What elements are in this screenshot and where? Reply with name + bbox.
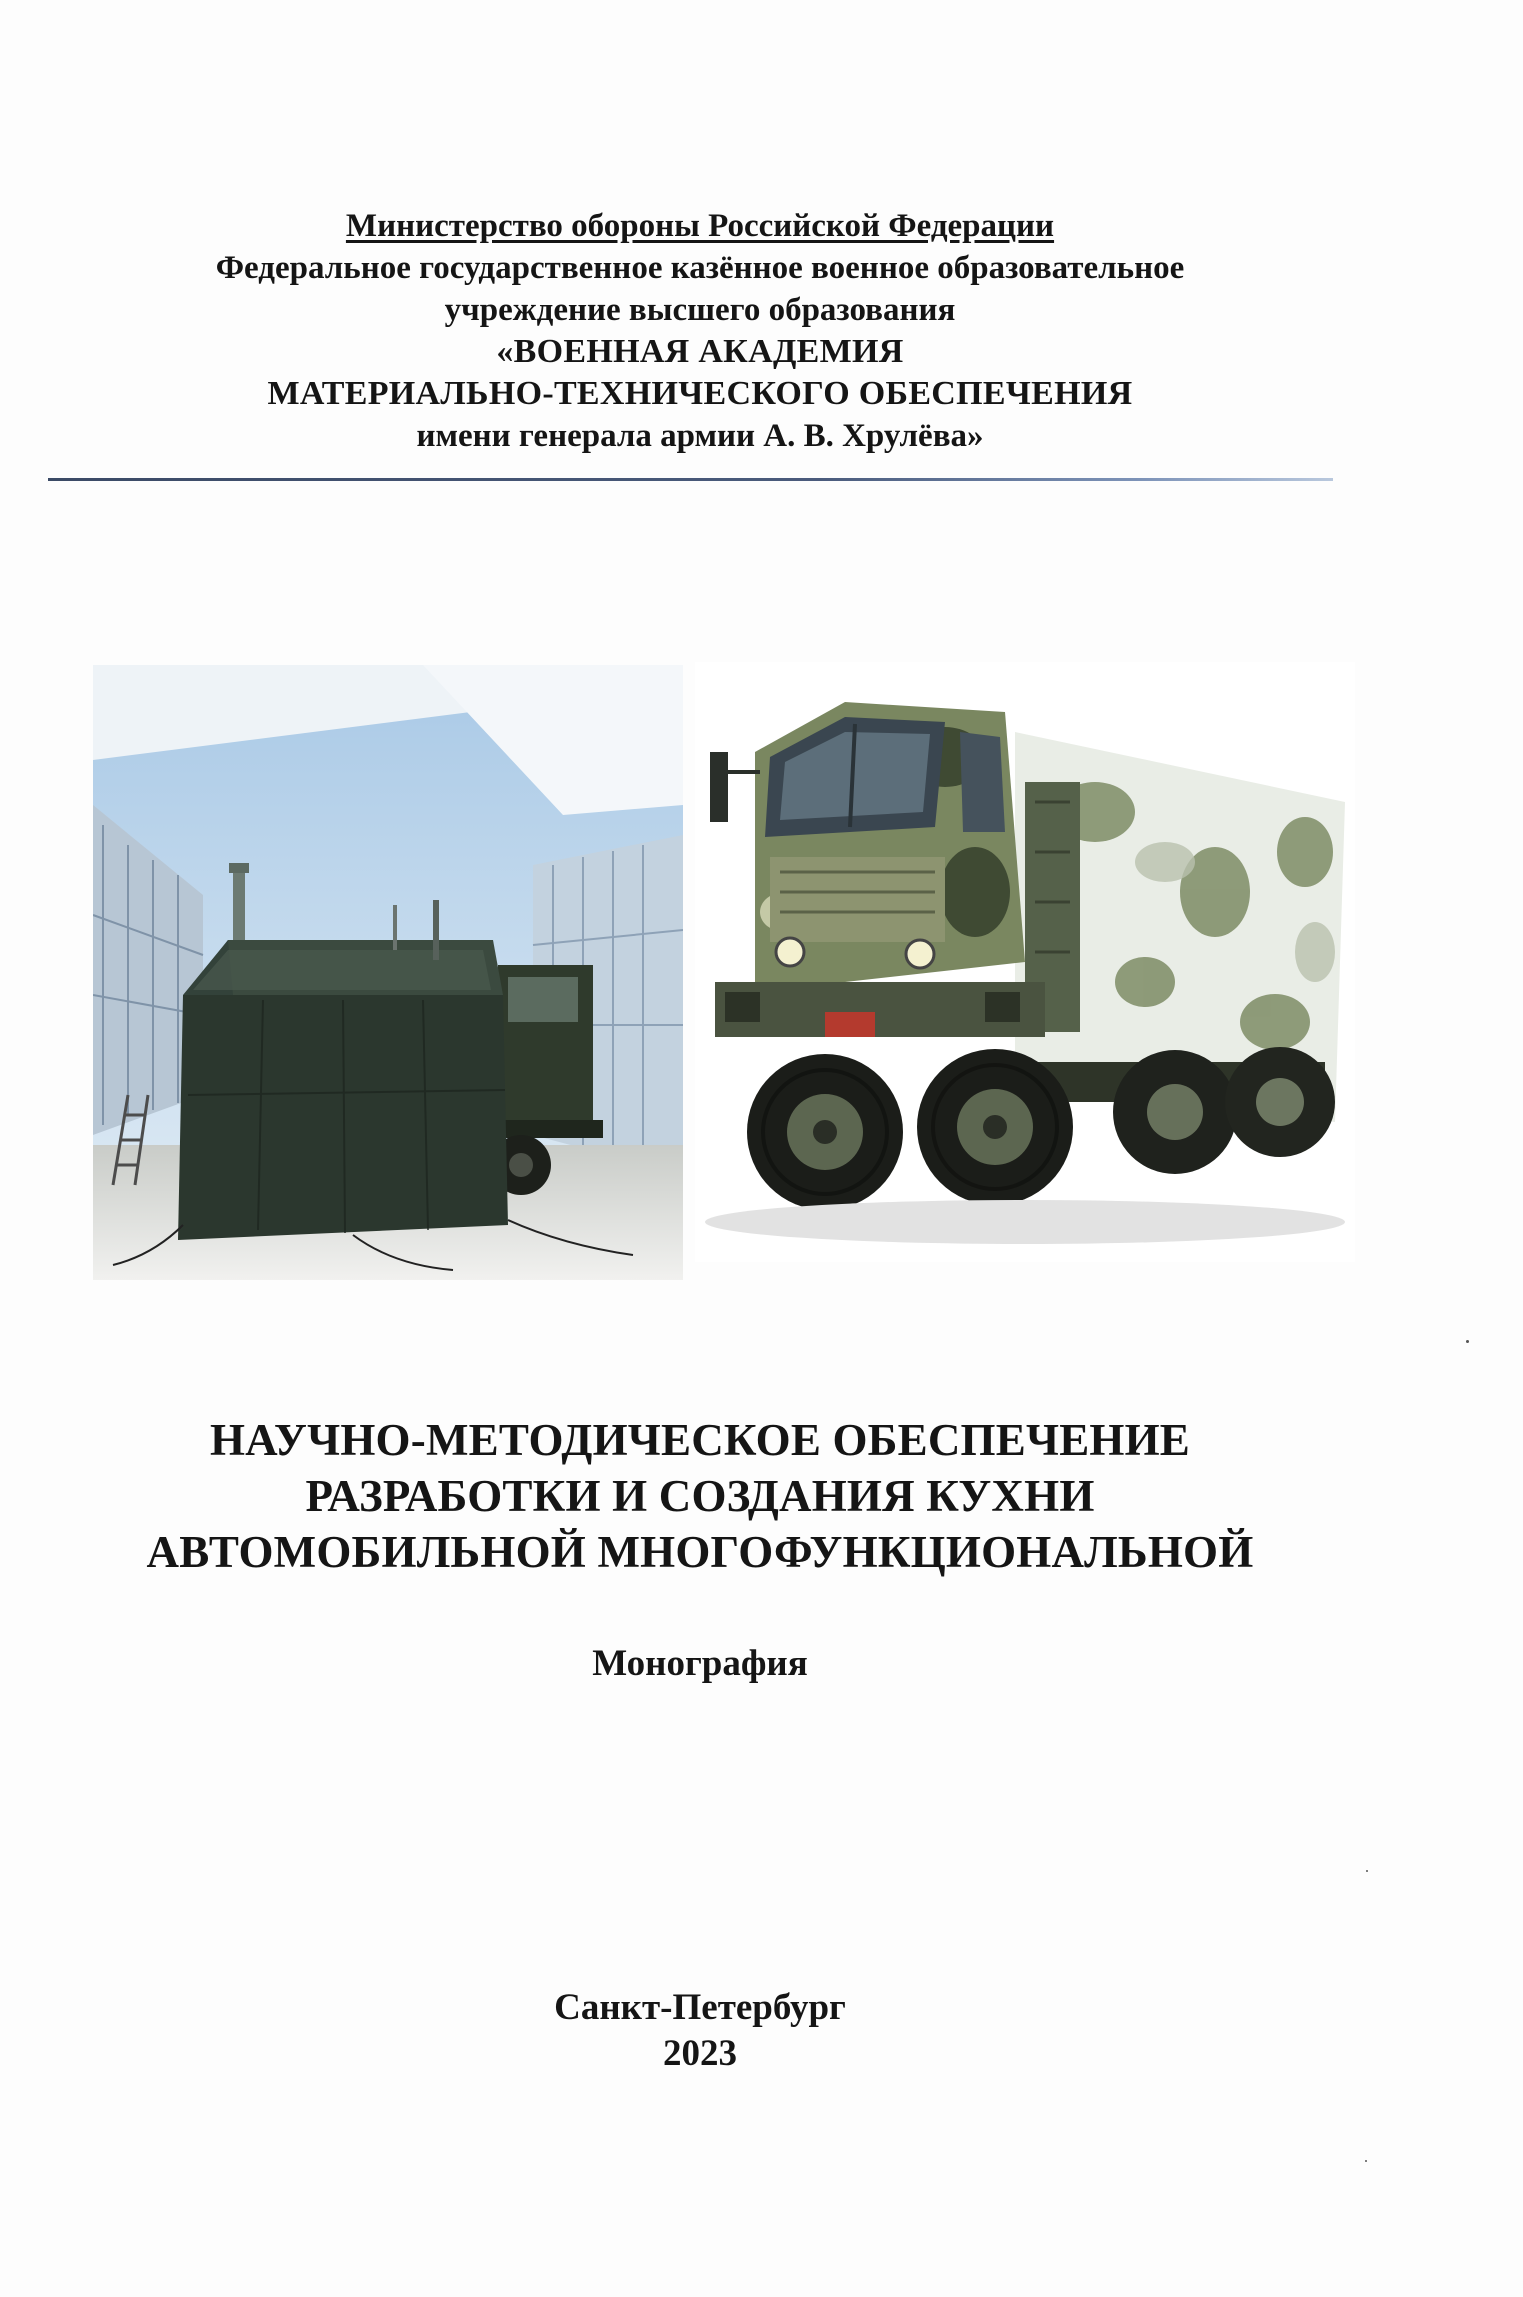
publication-type: Монография [592, 1643, 808, 1684]
scan-speck [1366, 1870, 1368, 1872]
year: 2023 [663, 2033, 737, 2074]
scan-speck [1466, 1340, 1469, 1343]
academy-line-3: имени генерала армии А. В. Хрулёва» [416, 418, 984, 454]
academy-line-1: «ВОЕННАЯ АКАДЕМИЯ [496, 333, 904, 370]
field-kitchen-tent-photo [93, 665, 683, 1280]
ministry-name: Министерство обороны Российской Федерации [345, 208, 1055, 244]
scan-speck [1365, 2160, 1367, 2162]
monograph-title [0, 1412, 1400, 1580]
city: Санкт-Петербург [554, 1987, 846, 2028]
header-divider [48, 478, 1333, 481]
title-line-1: НАУЧНО-МЕТОДИЧЕСКОЕ ОБЕСПЕЧЕНИЕ [209, 1415, 1191, 1465]
institution-line-2: учреждение высшего образования [444, 292, 956, 328]
publisher-header [0, 205, 1400, 457]
institution-line-1: Федеральное государственное казённое военное образовательное [215, 250, 1185, 286]
imprint [0, 1985, 1400, 2077]
title-line-3: АВТОМОБИЛЬНОЙ МНОГОФУНКЦИОНАЛЬНОЙ [146, 1527, 1254, 1577]
title-line-2: РАЗРАБОТКИ И СОЗДАНИЯ КУХНИ [305, 1471, 1095, 1521]
kamaz-kitchen-truck-photo [695, 662, 1355, 1262]
academy-line-2: МАТЕРИАЛЬНО-ТЕХНИЧЕСКОГО ОБЕСПЕЧЕНИЯ [267, 375, 1133, 412]
